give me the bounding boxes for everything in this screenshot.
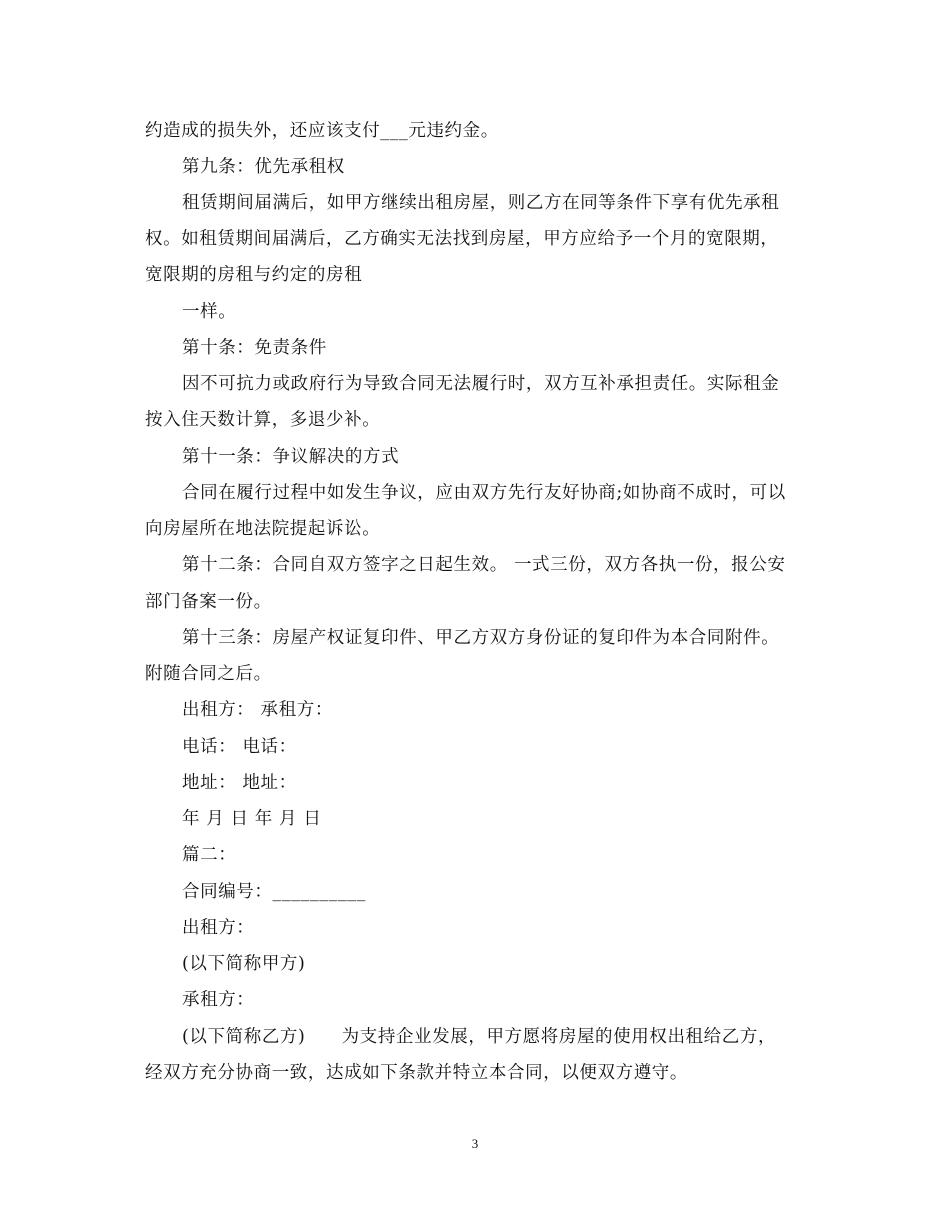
- text-line: 权。如租赁期间届满后，乙方确实无法找到房屋，甲方应给予一个月的宽限期，: [145, 229, 779, 249]
- lessor-field: 出租方：: [182, 918, 255, 938]
- lessee-field: 承租方：: [182, 990, 255, 1010]
- signature-field: 出租方： 承租方：: [182, 700, 333, 720]
- text-line: 租赁期间届满后，如甲方继续出租房屋，则乙方在同等条件下享有优先承租: [182, 193, 780, 213]
- text-line: 部门备案一份。: [145, 592, 272, 612]
- text-line: 第十二条：合同自双方签字之日起生效。 一式三份，双方各执一份，报公安: [182, 555, 786, 575]
- text-line: 按入住天数计算，多退少补。: [145, 410, 381, 430]
- text-line: (以下简称乙方) 为支持企业发展，甲方愿将房屋的使用权出租给乙方，: [182, 1027, 777, 1047]
- text-line: (以下简称甲方): [182, 954, 306, 974]
- section-heading: 第九条：优先承租权: [182, 157, 345, 177]
- page-number: 3: [471, 1136, 479, 1151]
- text-line: 第十三条：房屋产权证复印件、甲乙方双方身份证的复印件为本合同附件。: [182, 628, 780, 648]
- text-line: 向房屋所在地法院提起诉讼。: [145, 519, 381, 539]
- phone-field: 电话： 电话：: [182, 737, 297, 757]
- text-line: 约造成的损失外，还应该支付___元违约金。: [145, 121, 499, 141]
- text-line: 因不可抗力或政府行为导致合同无法履行时，双方互补承担责任。实际租金: [182, 374, 780, 394]
- text-line: 宽限期的房租与约定的房租: [145, 265, 363, 285]
- date-field: 年 月 日 年 月 日: [182, 809, 322, 829]
- text-line: 经双方充分协商一致，达成如下条款并特立本合同，以便双方遵守。: [145, 1063, 688, 1083]
- text-line: 附随合同之后。: [145, 664, 272, 684]
- section-heading: 篇二：: [182, 845, 237, 865]
- text-line: 合同在履行过程中如发生争议，应由双方先行友好协商;如协商不成时，可以: [182, 483, 786, 503]
- section-heading: 第十一条：争议解决的方式: [182, 447, 400, 467]
- section-heading: 第十条：免责条件: [182, 338, 327, 358]
- text-line: 一样。: [182, 302, 237, 322]
- contract-number-field: 合同编号：__________: [182, 882, 366, 902]
- address-field: 地址： 地址：: [182, 773, 297, 793]
